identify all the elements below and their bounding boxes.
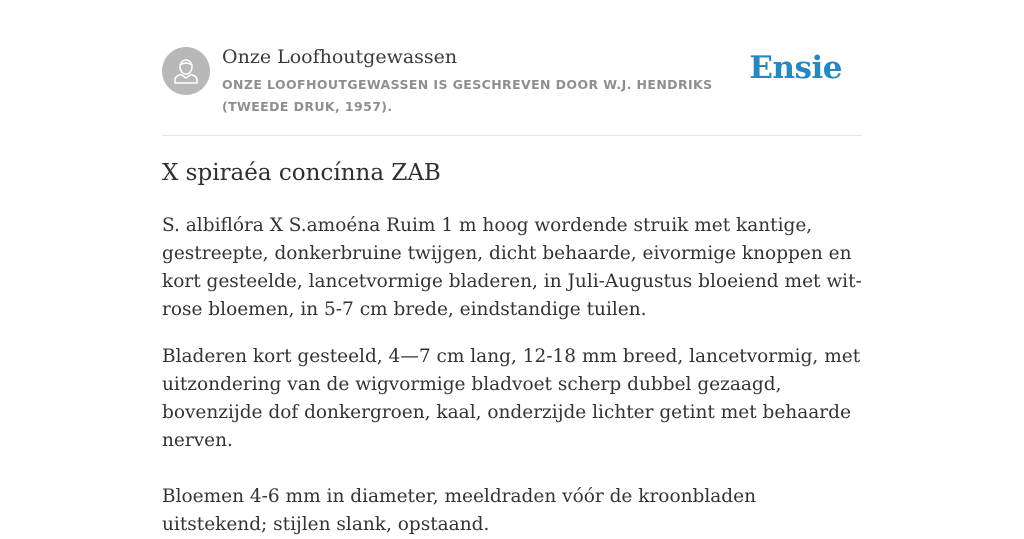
source-title[interactable]: Onze Loofhoutgewassen (222, 46, 458, 68)
source-description: ONZE LOOFHOUTGEWASSEN IS GESCHREVEN DOOR W.J. HENDRIKS (TWEEDE DRUK, 1957). (222, 77, 713, 114)
entry-paragraph: S. albiflóra X S.amoéna Ruim 1 m hoog wordende struik met kantige, gestreepte, donkerbruine twijgen, dicht behaarde, eivormige knoppen en kort gesteelde, lancetvormige bladeren, in Juli-Augustus bloeiend met wit-rose bloemen, in 5-7 cm brede, eindstandige tuilen. (162, 215, 862, 320)
entry-paragraph: Bloemen 4-6 mm in diameter, meeldraden vóór de kroonbladen uitstekend; stijlen slank, opstaand. (162, 486, 756, 535)
user-silhouette-icon (162, 47, 210, 95)
entry-title: X spiraéa concínna ZAB (162, 160, 441, 186)
entry-content (162, 156, 862, 539)
entry-paragraph: Bladeren kort gesteeld, 4—7 cm lang, 12-18 mm breed, lancetvormig, met uitzondering van de wigvormige bladvoet scherp dubbel gezaagd, bovenzijde dof donkergroen, kaal, onderzijde lichter getint met behaarde nerven. (162, 346, 861, 451)
source-header (162, 40, 862, 136)
ensie-logo[interactable]: Ensie (749, 50, 842, 86)
